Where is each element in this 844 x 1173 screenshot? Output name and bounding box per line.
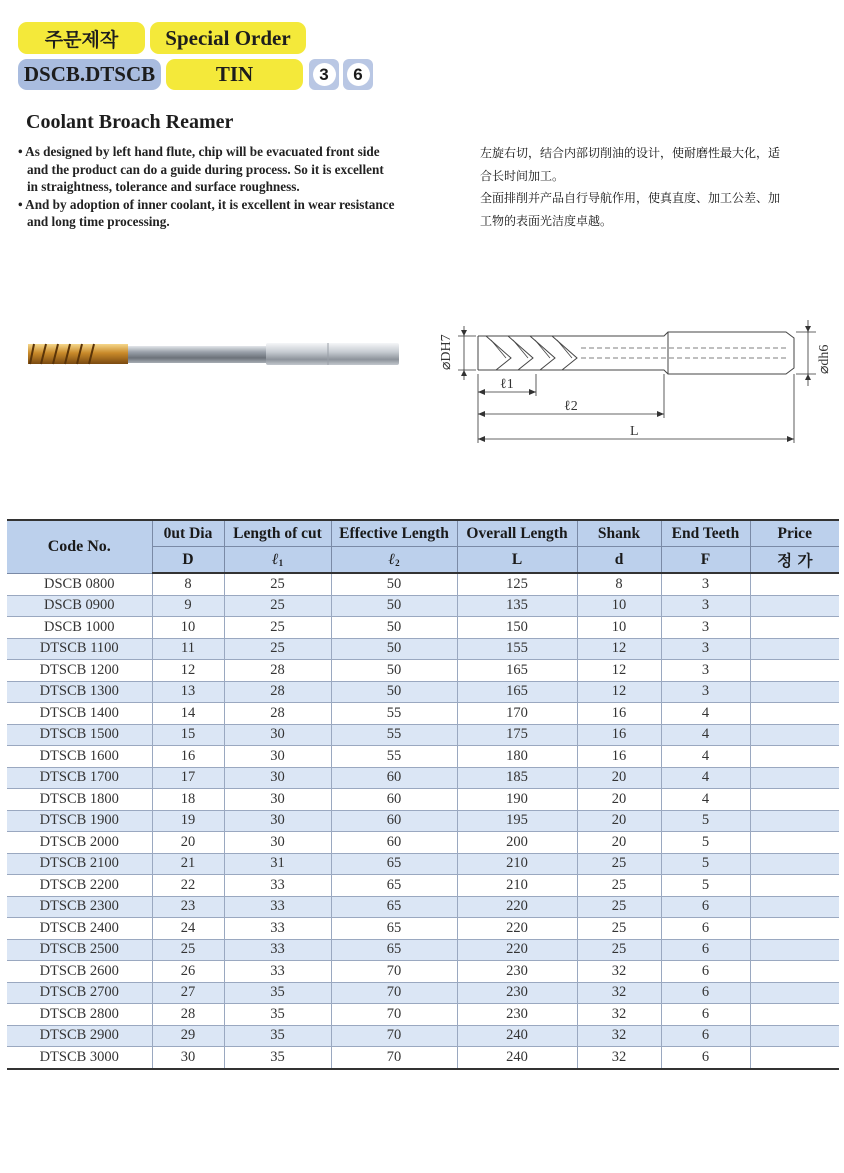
price-cell <box>750 982 839 1004</box>
shank-cell: 16 <box>577 703 661 725</box>
cut-symbol-letter: ℓ <box>271 550 279 568</box>
price-header: Price <box>750 520 839 547</box>
table-row <box>7 1004 839 1026</box>
cut-length-cell: 25 <box>224 638 331 660</box>
overall-symbol: L <box>457 547 577 574</box>
shank-cell: 25 <box>577 939 661 961</box>
end-teeth-cell: 6 <box>661 961 750 983</box>
code-cell: DSCB 0900 <box>7 595 152 617</box>
bullet-1-line-2: and the product can do a guide during process. So it is excellent <box>27 161 384 177</box>
price-cell <box>750 1047 839 1069</box>
price-cell <box>750 767 839 789</box>
cut-symbol <box>224 547 331 574</box>
material-badge-3 <box>309 59 339 90</box>
cut-length-cell: 25 <box>224 573 331 595</box>
dia-cell: 10 <box>152 617 224 639</box>
shank-cell: 32 <box>577 1004 661 1026</box>
cut-length-cell: 25 <box>224 595 331 617</box>
effective-length-cell: 55 <box>331 703 457 725</box>
code-cell: DTSCB 2200 <box>7 875 152 897</box>
bullet-1-line-3: in straightness, tolerance and surface roughness. <box>27 179 300 194</box>
price-cell <box>750 1004 839 1026</box>
end-teeth-cell: 4 <box>661 703 750 725</box>
effective-length-cell: 70 <box>331 1047 457 1069</box>
end-teeth-cell: 3 <box>661 660 750 682</box>
effective-length-cell: 70 <box>331 1004 457 1026</box>
overall-length-cell: 125 <box>457 573 577 595</box>
cut-symbol-sub: 1 <box>278 557 284 568</box>
dia-cell: 8 <box>152 573 224 595</box>
overall-length-cell: 165 <box>457 681 577 703</box>
overall-length-header: Overall Length <box>457 520 577 547</box>
table-row <box>7 1047 839 1069</box>
dia-cell: 15 <box>152 724 224 746</box>
end-teeth-cell: 6 <box>661 1025 750 1047</box>
price-cell <box>750 918 839 940</box>
dia-cell: 17 <box>152 767 224 789</box>
price-cell <box>750 703 839 725</box>
dia-cell: 24 <box>152 918 224 940</box>
shank-cell: 16 <box>577 724 661 746</box>
price-cell <box>750 660 839 682</box>
end-teeth-cell: 4 <box>661 789 750 811</box>
code-cell: DTSCB 1400 <box>7 703 152 725</box>
dimension-drawing <box>436 318 836 448</box>
code-cell: DTSCB 1600 <box>7 746 152 768</box>
dia-cell: 27 <box>152 982 224 1004</box>
overall-length-cell: 200 <box>457 832 577 854</box>
dia-cell: 14 <box>152 703 224 725</box>
code-cell: DTSCB 1800 <box>7 789 152 811</box>
effective-length-cell: 65 <box>331 918 457 940</box>
price-cell <box>750 939 839 961</box>
price-cell <box>750 853 839 875</box>
cut-length-cell: 25 <box>224 617 331 639</box>
end-teeth-cell: 6 <box>661 1047 750 1069</box>
special-order-tag: Special Order <box>150 22 306 54</box>
end-teeth-cell: 4 <box>661 746 750 768</box>
chinese-description <box>480 142 836 232</box>
shank-cell: 25 <box>577 896 661 918</box>
price-cell <box>750 746 839 768</box>
cut-length-cell: 35 <box>224 1047 331 1069</box>
overall-length-cell: 155 <box>457 638 577 660</box>
shank-cell: 20 <box>577 832 661 854</box>
effective-length-header: Effective Length <box>331 520 457 547</box>
badge-6-label: 6 <box>347 63 370 86</box>
cut-length-cell: 35 <box>224 982 331 1004</box>
eff-symbol-letter: ℓ <box>388 550 396 568</box>
code-cell: DTSCB 3000 <box>7 1047 152 1069</box>
overall-length-cell: 175 <box>457 724 577 746</box>
english-description <box>18 143 458 231</box>
code-cell: DTSCB 1900 <box>7 810 152 832</box>
end-teeth-cell: 6 <box>661 939 750 961</box>
shank-cell: 25 <box>577 875 661 897</box>
dia-cell: 30 <box>152 1047 224 1069</box>
price-cell <box>750 896 839 918</box>
coating-tag: TIN <box>166 59 303 90</box>
cut-length-cell: 33 <box>224 961 331 983</box>
cut-length-cell: 30 <box>224 810 331 832</box>
end-teeth-cell: 6 <box>661 896 750 918</box>
overall-length-cell: 220 <box>457 896 577 918</box>
table-row <box>7 617 839 639</box>
bullet-2-line-2: and long time processing. <box>27 214 170 229</box>
end-teeth-cell: 5 <box>661 875 750 897</box>
overall-length-cell: 190 <box>457 789 577 811</box>
shank <box>266 343 399 365</box>
overall-length-cell: 195 <box>457 810 577 832</box>
price-cell <box>750 595 839 617</box>
custom-order-tag: 주문제작 <box>18 22 145 54</box>
end-teeth-cell: 3 <box>661 681 750 703</box>
teeth-symbol: F <box>661 547 750 574</box>
eff-symbol-sub: 2 <box>395 557 400 568</box>
cut-length-cell: 30 <box>224 746 331 768</box>
shank-cell: 20 <box>577 789 661 811</box>
cn-line-1: 左旋右切，结合内部切削油的设计，使耐磨性最大化，适 <box>480 146 781 160</box>
cut-length-cell: 28 <box>224 703 331 725</box>
end-teeth-cell: 3 <box>661 595 750 617</box>
overall-length-cell: 135 <box>457 595 577 617</box>
overall-length-cell: 210 <box>457 853 577 875</box>
effective-length-cell: 65 <box>331 939 457 961</box>
tool-outline <box>478 332 794 374</box>
effective-length-cell: 70 <box>331 982 457 1004</box>
table-row <box>7 896 839 918</box>
effective-length-cell: 65 <box>331 853 457 875</box>
price-cell <box>750 681 839 703</box>
cut-length-cell: 30 <box>224 832 331 854</box>
code-cell: DSCB 1000 <box>7 617 152 639</box>
price-cell <box>750 789 839 811</box>
price-cell <box>750 875 839 897</box>
table-row <box>7 789 839 811</box>
dia-cell: 19 <box>152 810 224 832</box>
code-header: Code No. <box>7 520 152 573</box>
shank-cell: 12 <box>577 681 661 703</box>
coolant-channel <box>581 348 786 358</box>
cn-line-2: 合长时间加工。 <box>480 168 565 183</box>
cut-length-cell: 33 <box>224 939 331 961</box>
table-row <box>7 853 839 875</box>
cut-length-cell: 30 <box>224 724 331 746</box>
dia-cell: 13 <box>152 681 224 703</box>
shank-cell: 8 <box>577 573 661 595</box>
effective-length-cell: 50 <box>331 638 457 660</box>
code-cell: DTSCB 2100 <box>7 853 152 875</box>
table-row <box>7 681 839 703</box>
overall-length-cell: 180 <box>457 746 577 768</box>
cut-length-cell: 31 <box>224 853 331 875</box>
price-symbol: 정 가 <box>750 547 839 574</box>
dia-cell: 22 <box>152 875 224 897</box>
overall-length-cell: 230 <box>457 1004 577 1026</box>
effective-length-cell: 65 <box>331 875 457 897</box>
cut-length-cell: 33 <box>224 875 331 897</box>
cut-length-cell: 33 <box>224 896 331 918</box>
dh7-label: ⌀DH7 <box>439 334 454 370</box>
table-row <box>7 810 839 832</box>
overall-length-cell: 210 <box>457 875 577 897</box>
price-cell <box>750 638 839 660</box>
dia-cell: 28 <box>152 1004 224 1026</box>
cut-length-cell: 35 <box>224 1004 331 1026</box>
dia-cell: 9 <box>152 595 224 617</box>
series-tag: DSCB.DTSCB <box>18 59 161 90</box>
table-row <box>7 1025 839 1047</box>
code-cell: DTSCB 1200 <box>7 660 152 682</box>
dia-cell: 26 <box>152 961 224 983</box>
shank-cell: 20 <box>577 767 661 789</box>
shank-cell: 32 <box>577 1025 661 1047</box>
reamer-photo <box>28 332 402 372</box>
table-row <box>7 746 839 768</box>
price-cell <box>750 573 839 595</box>
l2-label: ℓ2 <box>564 399 578 414</box>
end-teeth-cell: 6 <box>661 918 750 940</box>
end-teeth-cell: 6 <box>661 982 750 1004</box>
spec-table <box>7 519 839 1070</box>
dh6-label: ⌀dh6 <box>817 344 832 374</box>
shank-symbol: d <box>577 547 661 574</box>
dia-cell: 23 <box>152 896 224 918</box>
cut-length-cell: 28 <box>224 660 331 682</box>
table-row <box>7 595 839 617</box>
end-teeth-cell: 5 <box>661 853 750 875</box>
cut-length-cell: 28 <box>224 681 331 703</box>
code-cell: DTSCB 2900 <box>7 1025 152 1047</box>
effective-length-cell: 50 <box>331 573 457 595</box>
effective-length-cell: 60 <box>331 810 457 832</box>
code-cell: DTSCB 2800 <box>7 1004 152 1026</box>
overall-length-cell: 165 <box>457 660 577 682</box>
effective-length-cell: 50 <box>331 617 457 639</box>
overall-length-cell: 230 <box>457 982 577 1004</box>
l1-label: ℓ1 <box>500 377 514 392</box>
price-cell <box>750 1025 839 1047</box>
cn-line-4: 工物的表面光洁度卓越。 <box>480 213 613 228</box>
overall-length-cell: 240 <box>457 1025 577 1047</box>
bullet-1-line-1: • As designed by left hand flute, chip will be evacuated front side <box>18 144 380 159</box>
table-row <box>7 982 839 1004</box>
effective-length-cell: 55 <box>331 746 457 768</box>
price-cell <box>750 617 839 639</box>
dia-symbol: D <box>152 547 224 574</box>
cut-length-cell: 30 <box>224 767 331 789</box>
badge-3-label: 3 <box>313 63 336 86</box>
table-row <box>7 939 839 961</box>
end-teeth-cell: 3 <box>661 573 750 595</box>
shank-cell: 16 <box>577 746 661 768</box>
dia-cell: 16 <box>152 746 224 768</box>
price-cell <box>750 961 839 983</box>
overall-length-cell: 170 <box>457 703 577 725</box>
effective-length-cell: 60 <box>331 767 457 789</box>
code-cell: DTSCB 2600 <box>7 961 152 983</box>
effective-length-cell: 60 <box>331 789 457 811</box>
effective-length-cell: 50 <box>331 681 457 703</box>
code-cell: DSCB 0800 <box>7 573 152 595</box>
overall-length-cell: 230 <box>457 961 577 983</box>
table-row <box>7 660 839 682</box>
table-row <box>7 832 839 854</box>
cut-length-header: Length of cut <box>224 520 331 547</box>
dia-cell: 25 <box>152 939 224 961</box>
price-cell <box>750 832 839 854</box>
table-row <box>7 724 839 746</box>
end-teeth-cell: 3 <box>661 617 750 639</box>
end-teeth-cell: 3 <box>661 638 750 660</box>
shank-cell: 25 <box>577 918 661 940</box>
cn-line-3: 全面排削并产品自行导航作用，使真直度、加工公差、加 <box>480 191 781 205</box>
code-cell: DTSCB 2500 <box>7 939 152 961</box>
code-cell: DTSCB 2400 <box>7 918 152 940</box>
shank-cell: 32 <box>577 961 661 983</box>
effective-length-cell: 65 <box>331 896 457 918</box>
code-cell: DTSCB 1500 <box>7 724 152 746</box>
overall-length-label: L <box>630 424 639 439</box>
cut-length-cell: 30 <box>224 789 331 811</box>
table-row <box>7 703 839 725</box>
end-teeth-cell: 4 <box>661 767 750 789</box>
shank-cell: 10 <box>577 617 661 639</box>
shank-cell: 20 <box>577 810 661 832</box>
bullet-2-line-1: • And by adoption of inner coolant, it is excellent in wear resistance <box>18 196 395 212</box>
dia-header: 0ut Dia <box>152 520 224 547</box>
code-cell: DTSCB 2700 <box>7 982 152 1004</box>
effective-length-cell: 50 <box>331 660 457 682</box>
end-teeth-cell: 6 <box>661 1004 750 1026</box>
dia-cell: 18 <box>152 789 224 811</box>
product-title: Coolant Broach Reamer <box>26 111 234 133</box>
end-teeth-header: End Teeth <box>661 520 750 547</box>
shank-cell: 12 <box>577 660 661 682</box>
dia-cell: 12 <box>152 660 224 682</box>
overall-length-cell: 220 <box>457 918 577 940</box>
overall-length-cell: 150 <box>457 617 577 639</box>
code-cell: DTSCB 1100 <box>7 638 152 660</box>
effective-length-cell: 50 <box>331 595 457 617</box>
cut-length-cell: 35 <box>224 1025 331 1047</box>
shank-header: Shank <box>577 520 661 547</box>
price-cell <box>750 724 839 746</box>
dia-cell: 29 <box>152 1025 224 1047</box>
shank-cell: 32 <box>577 982 661 1004</box>
effective-length-cell: 70 <box>331 1025 457 1047</box>
table-row <box>7 875 839 897</box>
code-cell: DTSCB 1700 <box>7 767 152 789</box>
code-cell: DTSCB 1300 <box>7 681 152 703</box>
shank-cell: 32 <box>577 1047 661 1069</box>
overall-length-cell: 220 <box>457 939 577 961</box>
shank-cell: 10 <box>577 595 661 617</box>
table-row <box>7 638 839 660</box>
dia-cell: 20 <box>152 832 224 854</box>
effective-length-cell: 70 <box>331 961 457 983</box>
eff-symbol <box>331 547 457 574</box>
table-row <box>7 767 839 789</box>
shank-cell: 12 <box>577 638 661 660</box>
end-teeth-cell: 5 <box>661 810 750 832</box>
code-cell: DTSCB 2300 <box>7 896 152 918</box>
end-teeth-cell: 5 <box>661 832 750 854</box>
header-row <box>7 520 839 547</box>
effective-length-cell: 60 <box>331 832 457 854</box>
end-teeth-cell: 4 <box>661 724 750 746</box>
table-row <box>7 961 839 983</box>
effective-length-cell: 55 <box>331 724 457 746</box>
neck <box>128 346 268 363</box>
table-row <box>7 918 839 940</box>
table-body <box>7 573 839 1069</box>
shank-cell: 25 <box>577 853 661 875</box>
price-cell <box>750 810 839 832</box>
dia-cell: 21 <box>152 853 224 875</box>
table-row <box>7 573 839 595</box>
overall-length-cell: 240 <box>457 1047 577 1069</box>
material-badge-6 <box>343 59 373 90</box>
code-cell: DTSCB 2000 <box>7 832 152 854</box>
dia-cell: 11 <box>152 638 224 660</box>
cut-length-cell: 33 <box>224 918 331 940</box>
overall-length-cell: 185 <box>457 767 577 789</box>
